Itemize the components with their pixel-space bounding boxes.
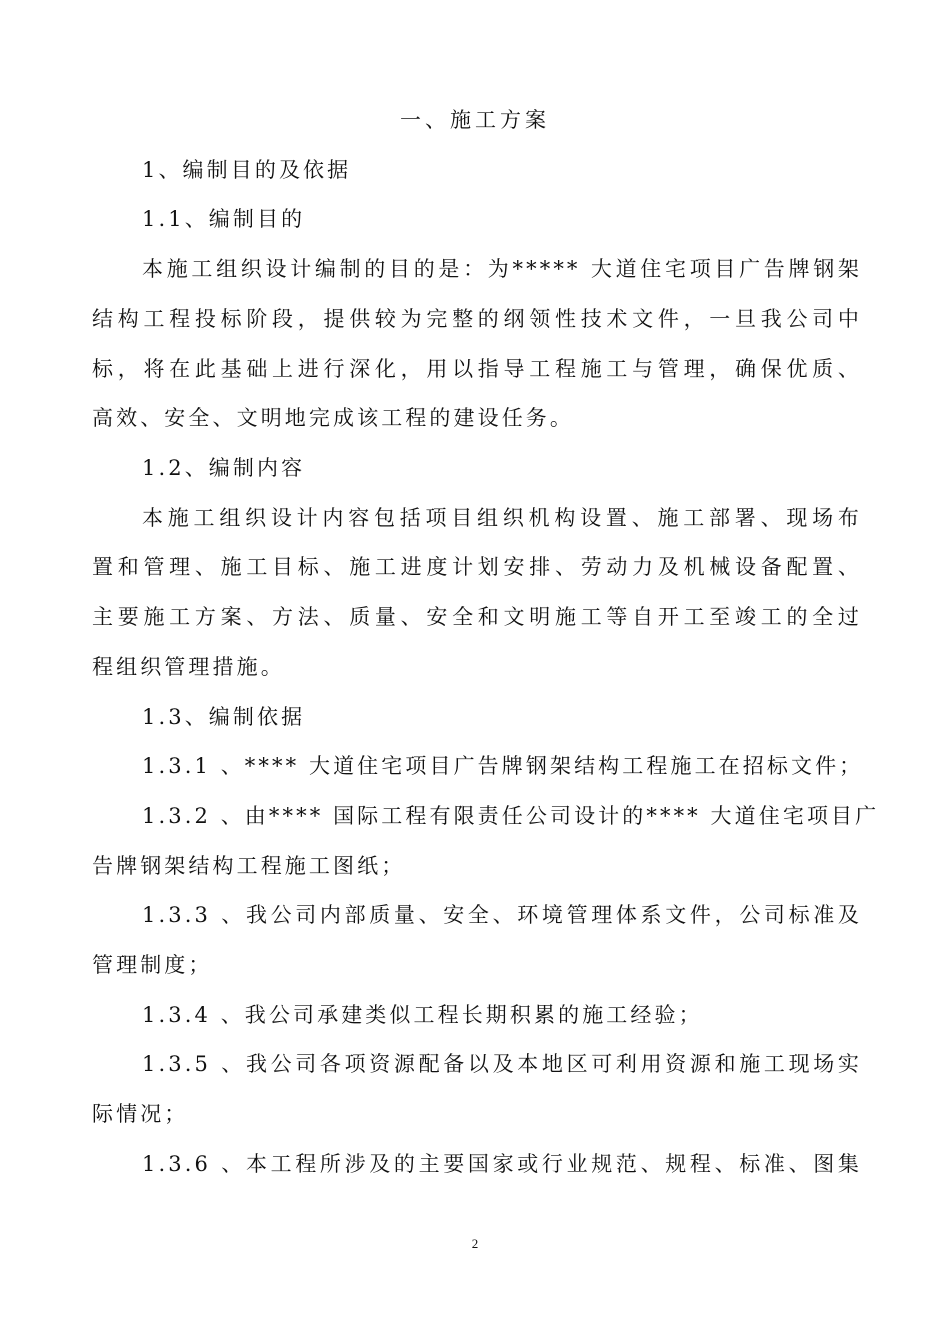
paragraph-1-line-4: 高效、安全、文明地完成该工程的建设任务。 [92, 406, 574, 430]
paragraph-1-line-3: 标，将在此基础上进行深化，用以指导工程施工与管理，确保优质、 [92, 357, 862, 381]
item-1-3-3-line-1: 1.3.3 、我公司内部质量、安全、环境管理体系文件，公司标准及 [142, 903, 862, 927]
paragraph-1-line-1: 本施工组织设计编制的目的是：为***** 大道住宅项目广告牌钢架 [142, 257, 862, 281]
paragraph-2-line-3: 主要施工方案、方法、质量、安全和文明施工等自开工至竣工的全过 [92, 605, 862, 629]
paragraph-2-line-1: 本施工组织设计内容包括项目组织机构设置、施工部署、现场布 [142, 506, 862, 530]
page-number: 2 [471, 1236, 479, 1251]
item-1-3-5-line-1: 1.3.5 、我公司各项资源配备以及本地区可利用资源和施工现场实 [142, 1052, 862, 1076]
section-heading-1: 1、编制目的及依据 [142, 158, 352, 182]
item-1-3-6-line-1: 1.3.6 、本工程所涉及的主要国家或行业规范、规程、标准、图集 [142, 1152, 862, 1176]
document-title: 一、施工方案 [400, 108, 550, 132]
item-1-3-4: 1.3.4 、我公司承建类似工程长期积累的施工经验； [142, 1003, 703, 1027]
section-heading-1-2: 1.2、编制内容 [142, 456, 306, 480]
section-heading-1-1: 1.1、编制目的 [142, 207, 306, 231]
item-1-3-2-line-2: 告牌钢架结构工程施工图纸； [92, 854, 406, 878]
paragraph-2-line-2: 置和管理、施工目标、施工进度计划安排、劳动力及机械设备配置、 [92, 555, 862, 579]
item-1-3-5-line-2: 际情况； [92, 1102, 189, 1126]
item-1-3-3-line-2: 管理制度； [92, 953, 213, 977]
item-1-3-2-line-1: 1.3.2 、由**** 国际工程有限责任公司设计的**** 大道住宅项目广 [142, 804, 880, 828]
item-1-3-1: 1.3.1 、**** 大道住宅项目广告牌钢架结构工程施工在招标文件； [142, 754, 864, 778]
section-heading-1-3: 1.3、编制依据 [142, 705, 306, 729]
paragraph-1-line-2: 结构工程投标阶段，提供较为完整的纲领性技术文件，一旦我公司中 [92, 307, 862, 331]
paragraph-2-line-4: 程组织管理措施。 [92, 655, 285, 679]
